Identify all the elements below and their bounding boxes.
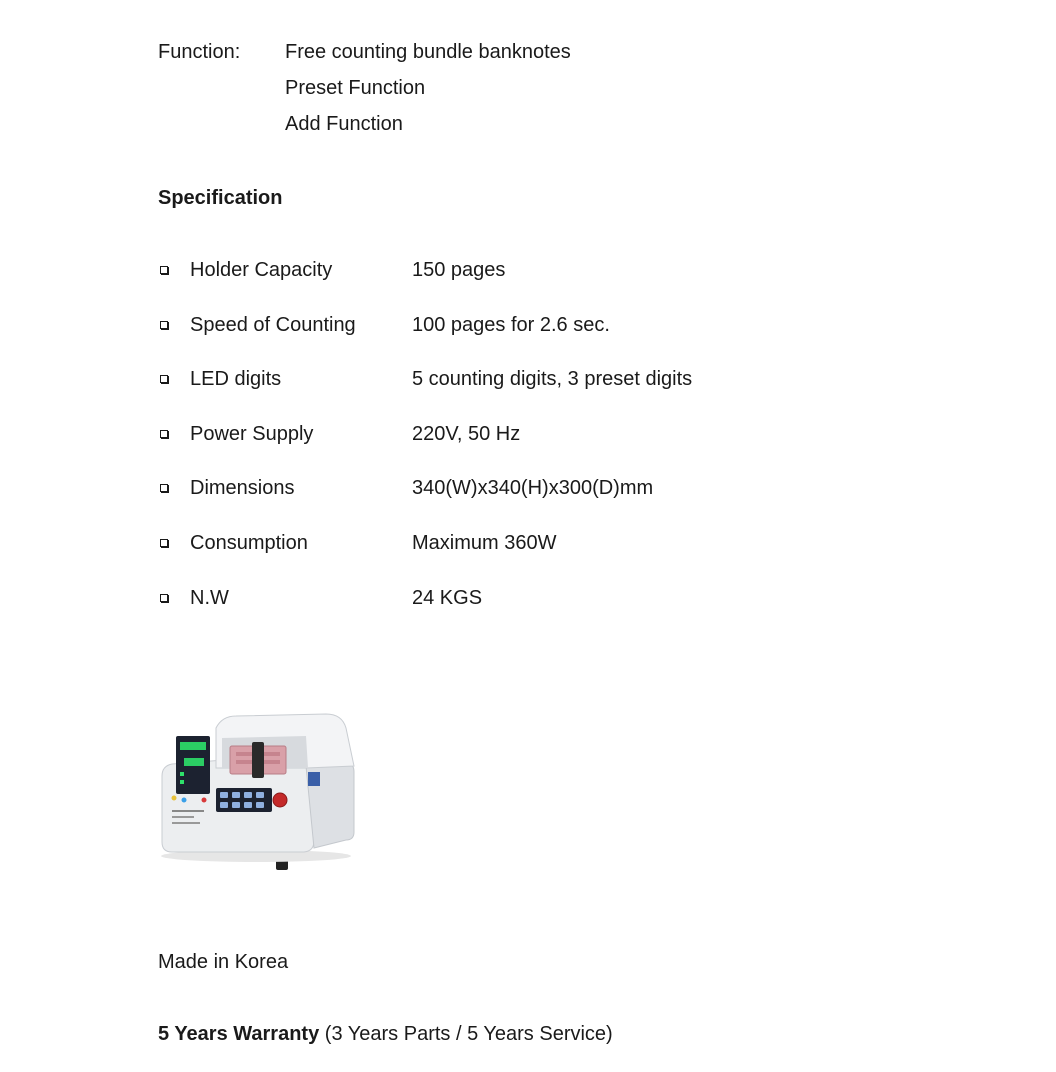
spec-value: Maximum 360W: [412, 532, 557, 554]
spec-value: 150 pages: [412, 259, 506, 281]
function-item: Free counting bundle banknotes: [285, 41, 571, 63]
spec-label: LED digits: [190, 368, 282, 390]
spec-value: 100 pages for 2.6 sec.: [412, 314, 610, 336]
square-bullet-icon: [160, 484, 168, 492]
spec-value: 220V, 50 Hz: [412, 423, 521, 445]
square-bullet-icon: [160, 266, 168, 274]
spec-label: Dimensions: [190, 477, 295, 499]
function-item: Preset Function: [285, 77, 426, 99]
spec-value: 24 KGS: [412, 587, 483, 609]
origin-text: Made in Korea: [158, 951, 289, 973]
square-bullet-icon: [160, 594, 168, 602]
spec-label: Consumption: [190, 532, 308, 554]
function-label: Function:: [158, 41, 241, 63]
specification-heading: Specification: [158, 187, 283, 209]
spec-label: N.W: [190, 587, 229, 609]
square-bullet-icon: [160, 430, 168, 438]
spec-label: Power Supply: [190, 423, 314, 445]
spec-label: Holder Capacity: [190, 259, 333, 281]
square-bullet-icon: [160, 375, 168, 383]
square-bullet-icon: [160, 539, 168, 547]
spec-label: Speed of Counting: [190, 314, 356, 336]
square-bullet-icon: [160, 321, 168, 329]
function-item: Add Function: [285, 113, 403, 135]
spec-value: 5 counting digits, 3 preset digits: [412, 368, 693, 390]
warranty-line: [158, 1022, 613, 1046]
spec-value: 340(W)x340(H)x300(D)mm: [412, 477, 654, 499]
warranty-detail: (3 Years Parts / 5 Years Service): [324, 1023, 613, 1045]
warranty-bold: 5 Years Warranty: [158, 1023, 320, 1045]
banknote-counter-machine-icon: [156, 706, 356, 878]
